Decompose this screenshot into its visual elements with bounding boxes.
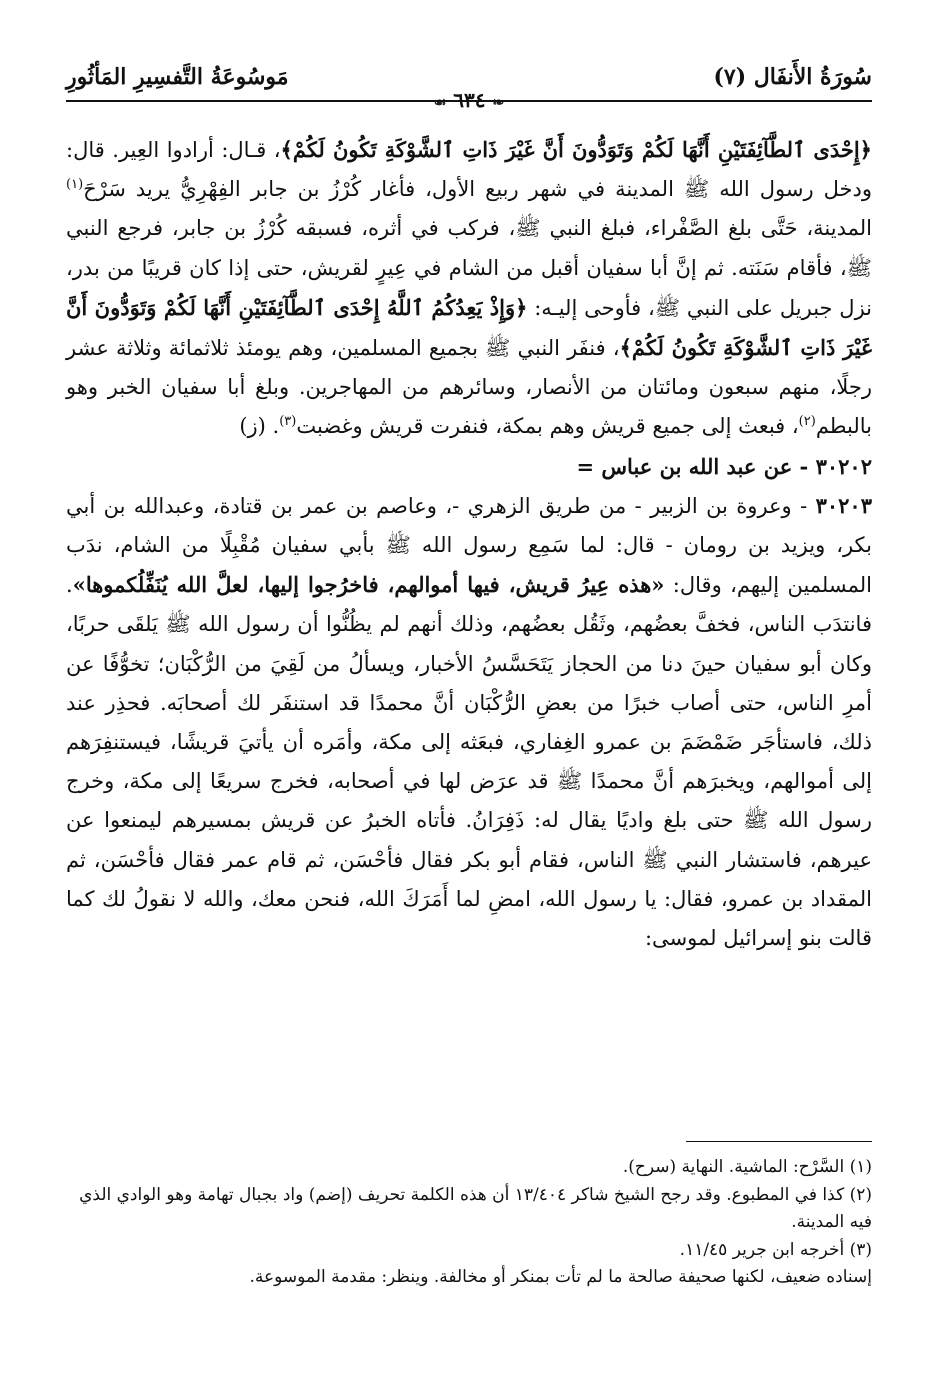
main-text [66,130,872,958]
text-run: المدينة، حَتَّى بلغ الصَّفْراء، فبلغ النبي ﷺ، فركب في أثره، فسبقه كُرْزُ بن جابر، فرجع النبي ﷺ، فأقام سَنَته. ثم إنَّ أبا سفيان أقبل من الشام في عِيرٍ لقريش، حتى إذا كان قريبًا من بدر، نزل جبريل على النبي ﷺ، فأوحى إليـه: [66,216,873,320]
prophet-quote: «هذه عِيرُ قريش، فيها أموالهم، فاخرُجوا إليها، لعلَّ الله يُنَفِّلُكموها» [72,572,665,598]
text-run: . فانتدَب الناس، فخفَّ بعضُهم، وثَقُل بعضُهم، وذلك أنهم لم يظُنُّوا أن رسول الله ﷺ يَلقَى حربًا، وكان أبو سفيان حينَ دنا من الحجاز يَتَحَسَّسُ الأخبار، ويسألُ من لَقِيَ من الرُّكْبَان؛ تخوُّفًا عن أمرِ الناس، حتى أصاب خبرًا من بعضِ الرُّكْبَان أنَّ محمدًا قد استنفَر لك أصحابَه. فحذِر عند ذلك، فاستأجَر ضَمْضَمَ بن عمرو الغِفاري، فبعَثه إلى مكة، وأمَره أن يأتيَ قريشًا، فيستنفِرَهم إلى أموالهم، ويخبرَهم أنَّ محمدًا ﷺ قد عرَض لها في أصحابه، فخرج سريعًا إلى مكة، وخرج رسول الله ﷺ حتى بلغ واديًا يقال له: ذَفِرَانُ. فأتاه الخبرُ عن قريش بمسيرهم ليمنعوا عن عيرهم، فاستشار النبي ﷺ الناس، فقام أبو بكر فقال فأحْسَن، ثم قام عمر فقال فأحْسَن، ثم المقداد بن عمرو، فقال: يا رسول الله، امضِ لما أَمَرَكَ الله، فنحن معك، والله لا نقولُ لك كما قالت بنو إسرائيل لموسى: [66,573,873,951]
footnote-separator [686,1141,872,1142]
quran-verse: ﴿إِحْدَى ٱلطَّآئِفَتَيْنِ أَنَّهَا لَكُمْ وَتَوَدُّونَ أَنَّ غَيْرَ ذَاتِ ٱلشَّوْكَةِ تَكُونُ لَكُمْ﴾ [280,137,872,162]
page-header [66,60,872,112]
ornament-right-icon: ❧ [492,95,505,111]
quran-verse: ﴿وَإِذْ يَعِدُكُمُ ٱللَّهُ إِحْدَى ٱلطَّآئِفَتَيْنِ أَنَّهَا لَكُمْ وَتَوَدُّونَ أَنَّ غَيْرَ ذَاتِ ٱلشَّوْكَةِ تَكُونُ لَكُمْ﴾ [66,294,873,361]
footnote-ref: (١) [66,177,84,193]
book-title: مَوسُوعَةُ التَّفسِيرِ المَأثُورِ [66,64,289,90]
paragraph-2: ٣٠٢٠٢ - عن عبد الله بن عباس = [576,453,872,479]
text-run: . (ز) [239,414,280,439]
text-run: ، فنفَر النبي ﷺ بجميع المسلمين، وهم يومئذ ثلاثمائة وثلاثة عشر رجلًا، منهم سبعون ومائتان من الأنصار، وسائرهم من المهاجرين. وبلغ أبا سفيان الخبر وهو بالبطم [66,336,872,439]
text-run: ، فبعث إلى جميع قريش وهم بمكة، فنفرت قريش وغضبت [296,414,799,439]
header-rule [66,100,872,102]
surah-title: سُورَةُ الأَنفَال (٧) [713,64,872,90]
footnote-2: (٢) كذا في المطبوع. وقد رجح الشيخ شاكر ١٣/٤٠٤ أن هذه الكلمة تحريف (إضم) واد بجبال تهامة وهو الوادي الذي فيه المدينة. [79,1184,872,1232]
footnote-3: (٣) أخرجه ابن جرير ١١/٤٥. [679,1239,872,1260]
text-run: ، قـال: أرادوا العِير. قال: ودخل رسول الله ﷺ المدينة في شهر ربيع الأول، فأغار كُرْزُ بن جابر الفِهْرِيُّ يريد سَرْحَ [66,138,872,202]
footnote-1: (١) السَّرْح: الماشية. النهاية (سرح). [622,1157,872,1177]
footnotes [66,1154,872,1292]
page-number: ٦٣٤ [453,88,486,112]
ornament-left-icon: ☙ [433,95,447,111]
paragraph-3 [66,486,872,958]
paragraph-1 [66,130,872,447]
footnote-ref: (٢) [798,414,816,430]
hadith-number: ٣٠٢٠٣ [815,492,872,518]
footnote-note: إسناده ضعيف، لكنها صحيفة صالحة ما لم تأت بمنكر أو مخالفة. وينظر: مقدمة الموسوعة. [249,1267,872,1287]
text-run: - وعروة بن الزبير - من طريق الزهري -، وعاصم بن عمر بن قتادة، وعبدالله بن أبي بكر، ويزيد بن رومان - قال: لما سَمِع رسول الله ﷺ بأبي سفيان مُقْبِلًا من الشام، ندَب المسلمين إليهم، وقال: [66,493,872,598]
footnote-ref: (٣) [279,414,297,430]
